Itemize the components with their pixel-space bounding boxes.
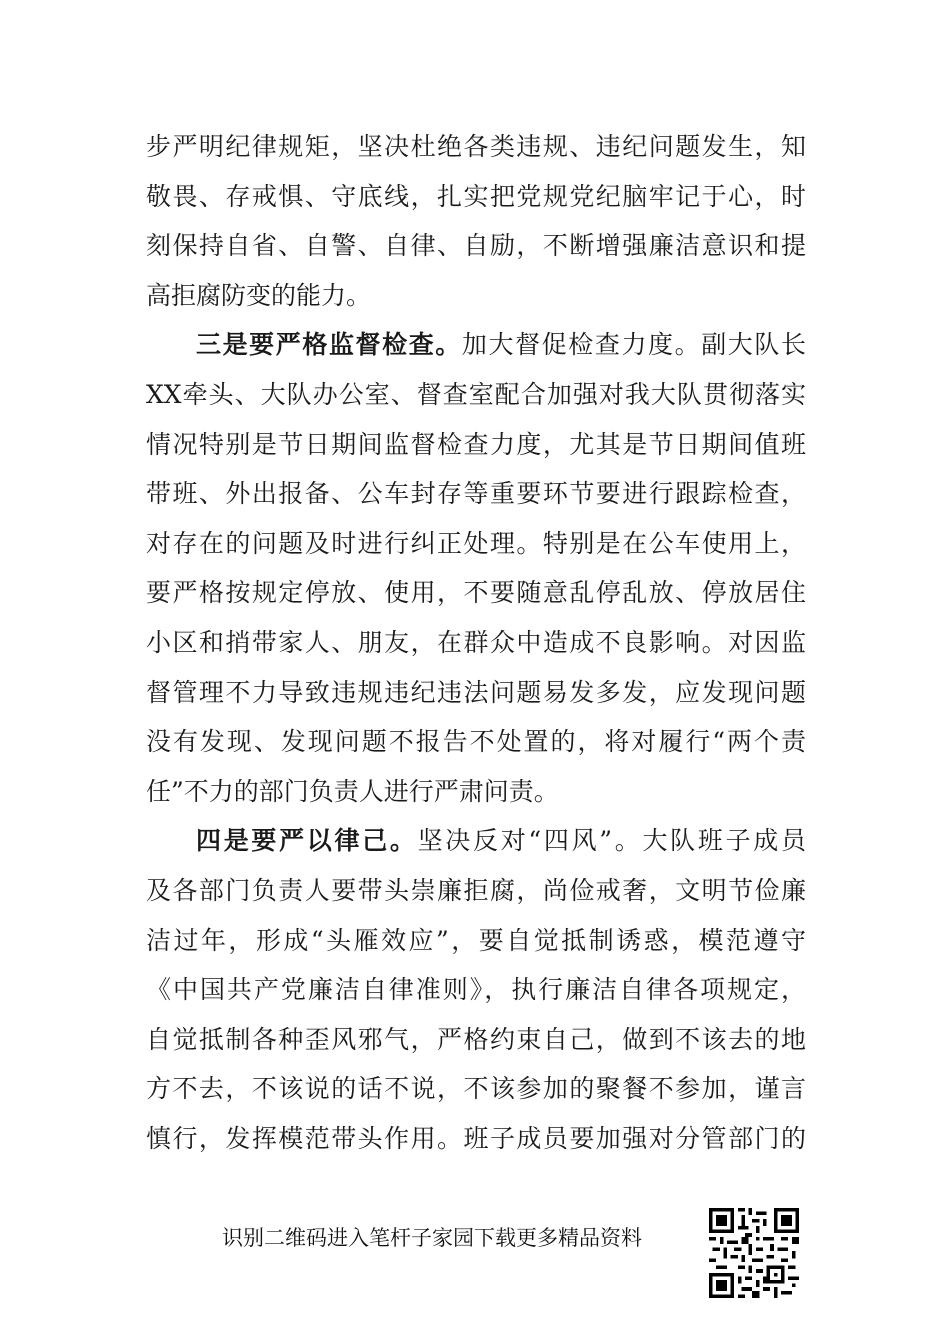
text-line: 敬畏、存戒惧、守底线，扎实把党规党纪脑牢记于心，时	[146, 181, 806, 211]
text-line: 要严格按规定停放、使用，不要随意乱停乱放、停放居住	[146, 578, 806, 608]
text-line: 《中国共产党廉洁自律准则》，执行廉洁自律各项规定，	[146, 975, 806, 1005]
text-line: 步严明纪律规矩，坚决杜绝各类违规、违纪问题发生，知	[146, 132, 806, 161]
section-heading-three: 三是要严格监督检查。	[196, 330, 462, 360]
paragraph-three-first-line	[146, 320, 806, 370]
qr-code-icon[interactable]	[709, 1208, 799, 1298]
text-line: 小区和捎带家人、朋友，在群众中造成不良影响。对因监	[146, 627, 806, 657]
text-line: 带班、外出报备、公车封存等重要环节要进行跟踪检查，	[146, 479, 806, 509]
text-line: 刻保持自省、自警、自律、自励，不断增强廉洁意识和提	[146, 231, 806, 261]
text-run: 加大督促检查力度。副大队长	[461, 330, 806, 360]
text-line: 督管理不力导致违规违纪违法问题易发多发，应发现问题	[146, 677, 806, 707]
body-text	[146, 122, 806, 1163]
text-line: 慎行，发挥模范带头作用。班子成员要加强对分管部门的	[146, 1123, 806, 1153]
section-heading-four: 四是要严以律己。	[196, 826, 418, 856]
footer-promo-text: 识别二维码进入笔杆子家园下载更多精品资料	[222, 1226, 642, 1250]
text-line: 及各部门负责人要带头崇廉拒腐，尚俭戒奢，文明节俭廉	[146, 875, 806, 905]
text-line: 高拒腐防变的能力。	[146, 280, 372, 310]
text-line: 任”不力的部门负责人进行严肃问责。	[146, 776, 559, 806]
paragraph-four-first-line	[146, 816, 806, 866]
text-line: XX牵头、大队办公室、督查室配合加强对我大队贯彻落实	[146, 379, 806, 409]
text-line: 没有发现、发现问题不报告不处置的，将对履行“两个责	[146, 727, 806, 757]
text-line: 方不去，不该说的话不说，不该参加的聚餐不参加，谨言	[146, 1074, 806, 1104]
text-line: 洁过年，形成“头雁效应”，要自觉抵制诱惑，模范遵守	[146, 925, 806, 955]
text-line: 对存在的问题及时进行纠正处理。特别是在公车使用上，	[146, 528, 806, 558]
text-line: 自觉抵制各种歪风邪气，严格约束自己，做到不该去的地	[146, 1024, 806, 1054]
text-run: 坚决反对“四风”。大队班子成员	[417, 826, 806, 856]
text-line: 情况特别是节日期间监督检查力度，尤其是节日期间值班	[146, 429, 806, 459]
